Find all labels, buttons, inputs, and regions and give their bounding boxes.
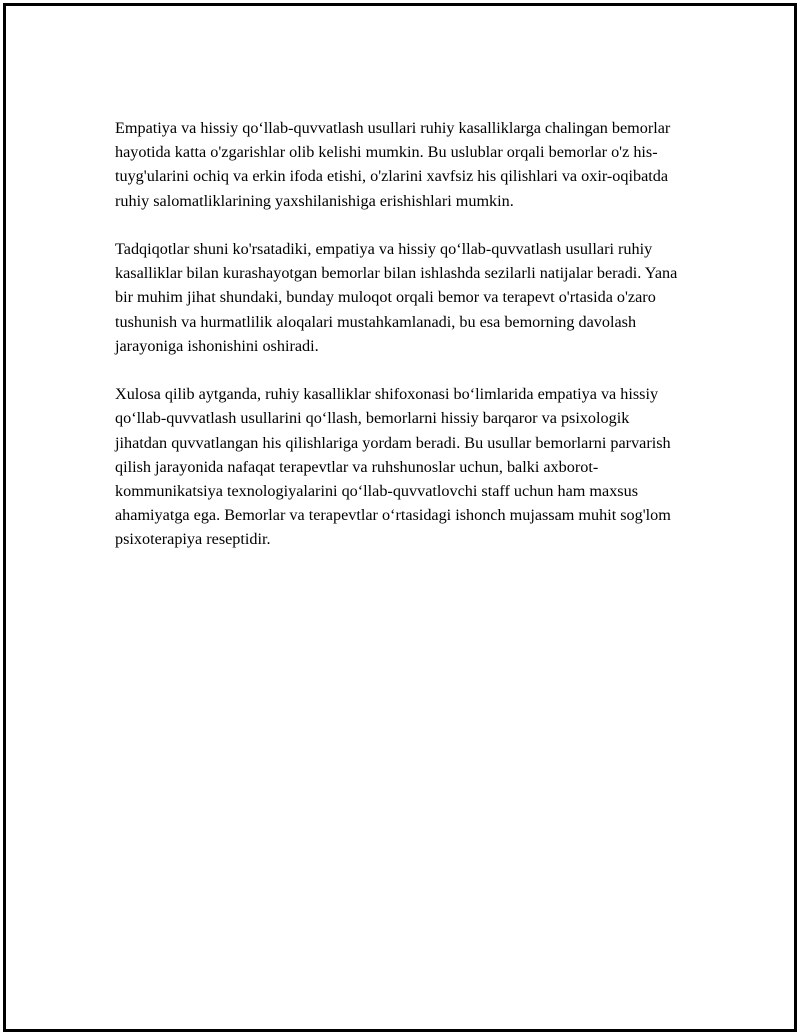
paragraph-1: Empatiya va hissiy qo‘llab-quvvatlash usullari ruhiy kasalliklarga chalingan bemorlar hayotida katta o'zgarishlar olib kelishi mumkin. Bu uslublar orqali bemorlar o'z his-tuyg'ularini ochiq va erkin ifoda etishi, o'zlarini xavfsiz his qilishlari va oxir-oqibatda ruhiy salomatliklarining yaxshilanishiga erishishlari mumkin.: [115, 119, 671, 210]
paragraph-2: Tadqiqotlar shuni ko'rsatadiki, empatiya va hissiy qo‘llab-quvvatlash usullari ruhiy kasalliklar bilan kurashayotgan bemorlar bilan ishlashda sezilarli natijalar beradi. Yana bir muhim jihat shundaki, bunday muloqot orqali bemor va terapevt o'rtasida o'zaro tushunish va hurmatlilik aloqalari mustahkamlanadi, bu esa bemorning davolash jarayoniga ishonishini oshiradi.: [115, 240, 678, 355]
paragraph-3: Xulosa qilib aytganda, ruhiy kasalliklar shifoxonasi bo‘limlarida empatiya va hissiy qo‘llab-quvvatlash usullarini qo‘llash, bemorlarni hissiy barqaror va psixologik jihatdan quvvatlangan his qilishlariga yordam beradi. Bu usullar bemorlarni parvarish qilish jarayonida nafaqat terapevtlar va ruhshunoslar uchun, balki axborot-kommunikatsiya texnologiyalarini qo‘llab-quvvatlovchi staff uchun ham maxsus ahamiyatga ega. Bemorlar va terapevtlar o‘rtasidagi ishonch mujassam muhit sog'lom psixoterapiya reseptidir.: [115, 385, 671, 549]
document-body: [115, 116, 680, 576]
